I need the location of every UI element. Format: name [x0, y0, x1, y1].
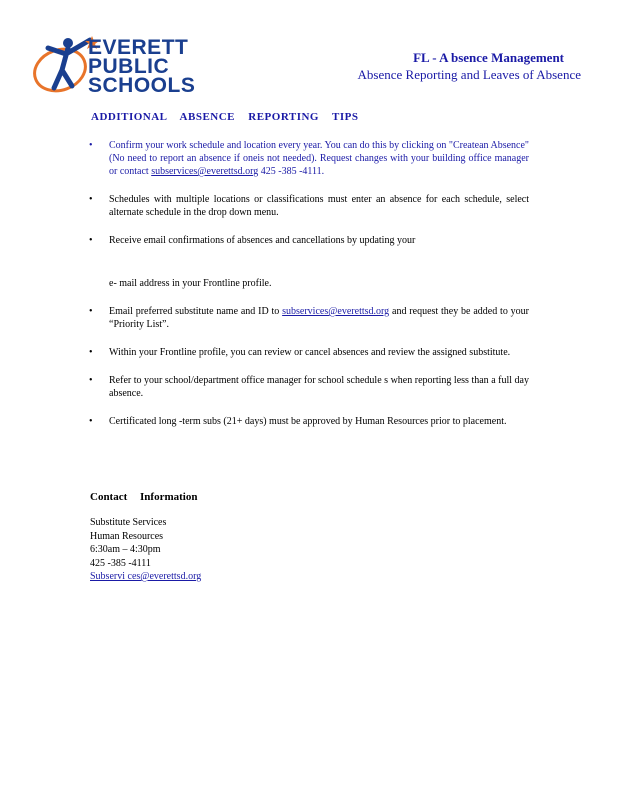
logo-wordmark — [88, 38, 195, 95]
email-link[interactable]: subservices@everettsd.org — [282, 306, 390, 317]
tip-continuation — [89, 277, 529, 290]
section-heading: ADDITIONAL ABSENCE REPORTING TIPS — [91, 111, 359, 123]
contact-block — [90, 516, 201, 584]
tip-item — [89, 415, 529, 428]
logo-line-1: EVERETT — [88, 36, 189, 59]
tip-text: Within your Frontline profile, you can review or cancel absences and review the assigned substitute. — [109, 347, 511, 358]
tip-text-after: 425 -385 -4111. — [258, 166, 325, 177]
tip-item — [89, 374, 529, 400]
tip-item — [89, 234, 529, 247]
contact-email-link[interactable]: Subservi ces@everettsd.org — [90, 571, 202, 582]
tip-item — [89, 193, 529, 219]
tip-text: Certificated long -term subs (21+ days) must be approved by Human Resources prior to placement. — [109, 416, 507, 427]
contact-line: Substitute Services — [90, 517, 167, 528]
tip-item — [89, 139, 529, 178]
tip-text: Schedules with multiple locations or classifications must enter an absence for each schedule, select alternate schedule in the drop down menu. — [109, 194, 529, 218]
page-title: FL - A bsence Management — [413, 50, 564, 65]
logo-line-2: PUBLIC — [88, 55, 170, 78]
page-subtitle: Absence Reporting and Leaves of Absence — [357, 67, 581, 82]
tip-item — [89, 305, 529, 331]
email-link[interactable]: subservices@everettsd.org — [151, 166, 259, 177]
tip-text: e- mail address in your Frontline profile. — [109, 278, 272, 289]
tip-text: Email preferred substitute name and ID to — [109, 306, 283, 317]
logo-line-3: SCHOOLS — [88, 74, 196, 97]
contact-line: Human Resources — [90, 530, 164, 542]
contact-line: 425 -385 -4111 — [90, 557, 151, 569]
tip-text: Confirm your work schedule and location every year. You can do this by clicking on "Createan Absence" (No need to report an absence if oneis not needed). Request changes with your building office manager or contact — [109, 140, 529, 177]
tips-list — [89, 139, 529, 443]
tip-item — [89, 346, 529, 359]
tip-text: Refer to your school/department office manager for school schedule s when reporting less than a full day absence. — [109, 375, 529, 399]
contact-heading: Contact Information — [90, 491, 198, 503]
contact-line: 6:30am – 4:30pm — [90, 544, 161, 555]
tip-text: Receive email confirmations of absences and cancellations by updating your — [109, 235, 416, 246]
tip-text-after: and request they be added to your “Priority List”. — [109, 306, 529, 330]
